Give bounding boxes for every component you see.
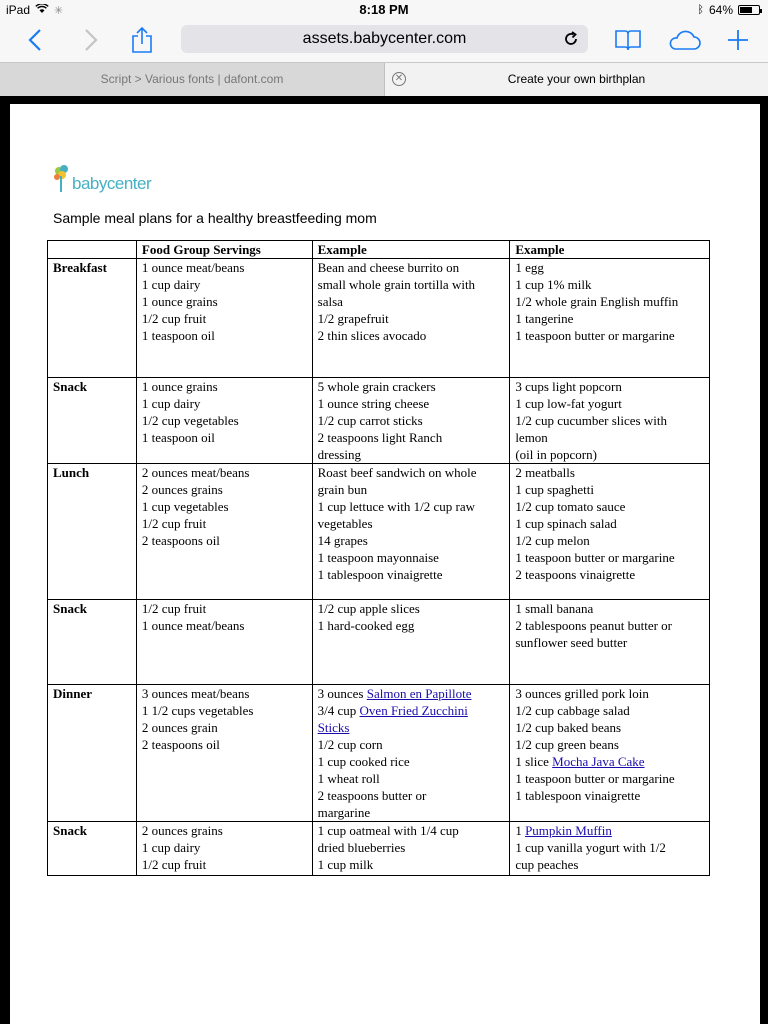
- cell-line: 2 tablespoons peanut butter or: [515, 618, 672, 633]
- cell-line: 1/2 whole grain English muffin: [515, 294, 679, 309]
- servings-cell: [136, 378, 312, 464]
- example-2-cell: [510, 600, 710, 685]
- cell-line: 1 teaspoon oil: [141, 430, 215, 445]
- cell-text: 1 teaspoon butter or margarine: [515, 771, 675, 786]
- battery-fill: [740, 7, 752, 13]
- cell-line: [318, 702, 505, 719]
- cell-line: 1 cup oatmeal with 1/4 cup: [317, 823, 459, 838]
- browser-toolbar: [0, 20, 768, 62]
- page-content: [10, 104, 760, 1024]
- logo-text: babycenter: [72, 174, 152, 193]
- cell-line: grain bun: [317, 482, 368, 497]
- servings-cell: [136, 259, 312, 378]
- table-header-row: [48, 241, 710, 259]
- cell-line: [515, 770, 704, 787]
- cell-line: [515, 839, 704, 856]
- cell-line: salsa: [317, 294, 343, 309]
- back-icon[interactable]: [24, 26, 46, 54]
- cell-line: 1 cup dairy: [141, 396, 201, 411]
- clock: 8:18 PM: [359, 2, 409, 17]
- url-text: assets.babycenter.com: [302, 30, 467, 47]
- bluetooth-icon: ᛒ: [697, 4, 704, 16]
- cell-line: [515, 753, 704, 770]
- cell-text: 1/2 cup green beans: [515, 737, 619, 752]
- cell-line: 1/2 grapefruit: [317, 311, 389, 326]
- cell-line: 1 small banana: [515, 601, 594, 616]
- page-subtitle: Sample meal plans for a healthy breastfeeding mom: [53, 210, 377, 226]
- example-2-cell: [510, 464, 710, 600]
- share-icon[interactable]: [130, 26, 154, 54]
- cell-line: [318, 770, 505, 787]
- meal-label: Breakfast: [48, 259, 137, 378]
- cell-line: 1 tablespoon vinaigrette: [317, 567, 443, 582]
- cell-line: 1/2 cup melon: [515, 533, 590, 548]
- cell-line: Roast beef sandwich on whole: [317, 465, 477, 480]
- cell-line: (oil in popcorn): [515, 447, 597, 462]
- table-row: [48, 378, 710, 464]
- cell-line: 1/2 cup carrot sticks: [317, 413, 423, 428]
- logo-tree-icon: [53, 164, 71, 194]
- header-blank: [48, 241, 137, 259]
- cell-line: 1 cup lettuce with 1/2 cup raw: [317, 499, 476, 514]
- cell-line: 3 cups light popcorn: [515, 379, 622, 394]
- cell-line: 1 cup milk: [317, 857, 374, 872]
- cell-line: [318, 753, 505, 770]
- cell-line: [515, 685, 704, 702]
- cell-line: dried blueberries: [317, 840, 406, 855]
- forward-icon[interactable]: [80, 26, 102, 54]
- recipe-link[interactable]: Pumpkin Muffin: [525, 823, 612, 838]
- tab-dafont[interactable]: Script > Various fonts | dafont.com: [0, 63, 384, 96]
- cell-line: 1/2 cup fruit: [141, 601, 207, 616]
- cell-line: lemon: [515, 430, 548, 445]
- recipe-link[interactable]: Salmon en Papillote: [366, 686, 472, 701]
- cell-text: 1 tablespoon vinaigrette: [515, 788, 641, 803]
- cell-line: [515, 787, 704, 804]
- reload-icon[interactable]: [562, 30, 580, 58]
- cell-line: [515, 719, 704, 736]
- cell-line: [515, 822, 704, 839]
- cell-line: 1/2 cup fruit: [141, 857, 207, 872]
- header-food-group: Food Group Servings: [136, 241, 312, 259]
- cell-text: margarine: [317, 805, 371, 820]
- cell-line: 1 1/2 cups vegetables: [141, 703, 254, 718]
- cell-line: 3 ounces meat/beans: [141, 686, 250, 701]
- cell-line: 1/2 cup cucumber slices with: [515, 413, 667, 428]
- activity-icon: ✳: [54, 4, 64, 17]
- cell-line: 1 cup dairy: [141, 840, 201, 855]
- example-1-cell: [312, 259, 510, 378]
- servings-cell: [136, 464, 312, 600]
- cell-line: 1 teaspoon mayonnaise: [317, 550, 439, 565]
- cell-line: 1 ounce grains: [141, 379, 218, 394]
- cell-line: 1 ounce grains: [141, 294, 218, 309]
- device-name: iPad: [6, 3, 31, 17]
- cell-line: 1 egg: [515, 260, 544, 275]
- servings-cell: [136, 685, 312, 822]
- table-row: [48, 685, 710, 822]
- meal-label: Snack: [48, 378, 137, 464]
- cell-text: cup peaches: [515, 857, 579, 872]
- header-example-1: Example: [312, 241, 510, 259]
- cell-line: 1 ounce meat/beans: [141, 260, 245, 275]
- meal-label: Snack: [48, 600, 137, 685]
- cell-line: 1/2 cup fruit: [141, 311, 207, 326]
- cell-line: 1 cup low-fat yogurt: [515, 396, 622, 411]
- meal-label: Snack: [48, 822, 137, 876]
- cell-text: 1: [515, 823, 526, 838]
- cell-line: 1/2 cup apple slices: [317, 601, 420, 616]
- cell-line: 2 ounces grain: [141, 720, 218, 735]
- cloud-tabs-icon[interactable]: [666, 26, 702, 54]
- cell-line: 1/2 cup tomato sauce: [515, 499, 626, 514]
- example-2-cell: [510, 822, 710, 876]
- cell-line: [318, 787, 505, 804]
- cell-text: 1/2 cup corn: [317, 737, 383, 752]
- recipe-link[interactable]: Sticks: [317, 720, 350, 735]
- battery-percent: 64%: [708, 3, 733, 17]
- cell-text: 1 cup cooked rice: [317, 754, 410, 769]
- cell-line: 1 ounce meat/beans: [141, 618, 245, 633]
- example-1-cell: [312, 464, 510, 600]
- example-1-cell: [312, 378, 510, 464]
- servings-cell: [136, 822, 312, 876]
- example-2-cell: [510, 259, 710, 378]
- cell-line: 2 ounces meat/beans: [141, 465, 250, 480]
- cell-line: 2 thin slices avocado: [317, 328, 427, 343]
- cell-line: [515, 702, 704, 719]
- table-row: [48, 259, 710, 378]
- cell-line: 1 hard-cooked egg: [317, 618, 415, 633]
- cell-line: 2 ounces grains: [141, 482, 223, 497]
- meal-label: Lunch: [48, 464, 137, 600]
- example-1-cell: [312, 822, 510, 876]
- battery-icon: [738, 5, 760, 15]
- cell-line: 1/2 cup fruit: [141, 516, 207, 531]
- cell-text: 1 cup vanilla yogurt with 1/2: [515, 840, 666, 855]
- cell-text: 3/4 cup: [317, 703, 360, 718]
- status-bar: [0, 0, 768, 20]
- cell-text: 1/2 cup cabbage salad: [515, 703, 630, 718]
- tab-birthplan[interactable]: Create your own birthplan: [384, 63, 768, 96]
- meal-plan-table: [47, 240, 710, 876]
- cell-line: 2 ounces grains: [141, 823, 223, 838]
- recipe-link[interactable]: Oven Fried Zucchini: [359, 703, 468, 718]
- header-example-2: Example: [510, 241, 710, 259]
- cell-line: 2 teaspoons vinaigrette: [515, 567, 636, 582]
- close-tab-icon[interactable]: ✕: [392, 72, 406, 86]
- cell-text: 1/2 cup baked beans: [515, 720, 622, 735]
- cell-line: [318, 685, 505, 702]
- example-2-cell: [510, 378, 710, 464]
- meal-label: Dinner: [48, 685, 137, 822]
- servings-cell: [136, 600, 312, 685]
- example-1-cell: [312, 685, 510, 822]
- cell-line: [318, 719, 505, 736]
- cell-line: 2 meatballs: [515, 465, 575, 480]
- cell-line: 5 whole grain crackers: [317, 379, 436, 394]
- cell-line: [318, 736, 505, 753]
- cell-line: sunflower seed butter: [515, 635, 628, 650]
- recipe-link[interactable]: Mocha Java Cake: [552, 754, 645, 769]
- cell-line: 1/2 cup vegetables: [141, 413, 239, 428]
- babycenter-logo[interactable]: [53, 164, 151, 194]
- cell-line: 2 teaspoons light Ranch: [317, 430, 443, 445]
- cell-line: 1 cup spaghetti: [515, 482, 595, 497]
- tab-bar: [0, 62, 768, 96]
- cell-line: 1 teaspoon butter or margarine: [515, 550, 675, 565]
- cell-line: [515, 736, 704, 753]
- cell-line: 1 cup spinach salad: [515, 516, 617, 531]
- bookmarks-icon[interactable]: [614, 26, 642, 54]
- cell-line: 14 grapes: [317, 533, 368, 548]
- cell-text: 1 slice: [515, 754, 553, 769]
- cell-text: 3 ounces grilled pork loin: [515, 686, 649, 701]
- cell-line: 1 tangerine: [515, 311, 574, 326]
- cell-line: 1 cup dairy: [141, 277, 201, 292]
- cell-line: small whole grain tortilla with: [317, 277, 476, 292]
- cell-line: 1 teaspoon oil: [141, 328, 215, 343]
- example-2-cell: [510, 685, 710, 822]
- cell-line: Bean and cheese burrito on: [317, 260, 460, 275]
- cell-text: 2 teaspoons butter or: [317, 788, 427, 803]
- cell-line: [318, 804, 505, 821]
- table-row: [48, 464, 710, 600]
- table-row: [48, 822, 710, 876]
- cell-line: 1 ounce string cheese: [317, 396, 430, 411]
- cell-line: 2 teaspoons oil: [141, 533, 220, 548]
- cell-line: [515, 856, 704, 873]
- cell-line: 1 cup vegetables: [141, 499, 229, 514]
- cell-line: dressing: [317, 447, 361, 462]
- cell-line: 2 teaspoons oil: [141, 737, 220, 752]
- cell-line: vegetables: [317, 516, 373, 531]
- cell-line: 1 teaspoon butter or margarine: [515, 328, 675, 343]
- table-row: [48, 600, 710, 685]
- cell-line: 1 cup 1% milk: [515, 277, 592, 292]
- new-tab-icon[interactable]: [726, 26, 750, 54]
- address-bar[interactable]: [181, 25, 588, 53]
- cell-text: 3 ounces: [317, 686, 367, 701]
- cell-text: 1 wheat roll: [317, 771, 380, 786]
- example-1-cell: [312, 600, 510, 685]
